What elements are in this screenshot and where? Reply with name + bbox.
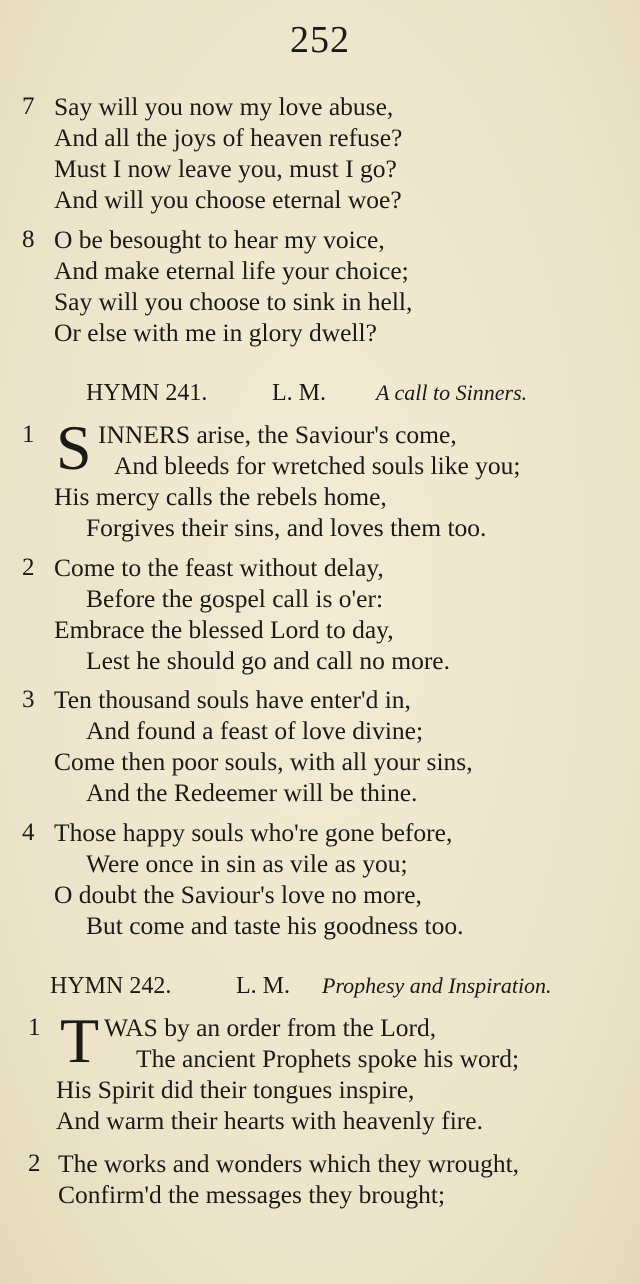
verse-line: Come to the feast without delay, (54, 553, 384, 582)
verse-line: Or else with me in glory dwell? (54, 318, 377, 347)
verse-line: Say will you now my love abuse, (54, 92, 394, 121)
stanza-number: 2 (28, 1150, 41, 1177)
verse-line: Must I now leave you, must I go? (54, 154, 397, 183)
drop-cap: T (60, 1005, 100, 1076)
verse-line: Come then poor souls, with all your sins, (54, 747, 473, 776)
stanza-number: 1 (28, 1014, 41, 1041)
hymn-caption: A call to Sinners. (376, 380, 528, 405)
hymn-label: HYMN 241. (86, 380, 208, 406)
verse-line: And will you choose eternal woe? (54, 185, 402, 214)
verse-line: And make eternal life your choice; (54, 256, 409, 285)
verse-line: And the Redeemer will be thine. (86, 778, 418, 807)
verse-line: The works and wonders which they wrought, (58, 1149, 520, 1178)
verse-line: The ancient Prophets spoke his word; (136, 1044, 520, 1073)
drop-cap: S (56, 412, 92, 483)
verse-line: Embrace the blessed Lord to day, (54, 615, 394, 644)
hymn-meter: L. M. (236, 973, 290, 999)
verse-line: Those happy souls who're gone before, (54, 818, 453, 847)
verse-line: Say will you choose to sink in hell, (54, 287, 413, 316)
page-number: 252 (290, 19, 350, 61)
hymn-242-heading (0, 971, 640, 1003)
verse-line: His Spirit did their tongues inspire, (56, 1075, 415, 1104)
verse-line: Ten thousand souls have enter'd in, (54, 685, 411, 714)
verse-line: Lest he should go and call no more. (86, 646, 450, 675)
verse-line: O be besought to hear my voice, (54, 225, 385, 254)
hymn-meter: L. M. (272, 380, 326, 406)
verse-line: Confirm'd the messages they brought; (58, 1180, 446, 1209)
stanza-number: 8 (22, 226, 35, 253)
hymn-241-heading (0, 378, 640, 410)
verse-line: INNERS arise, the Saviour's come, (98, 420, 457, 449)
stanza-number: 7 (22, 93, 35, 120)
stanza-number: 3 (22, 686, 35, 713)
hymn-label: HYMN 242. (50, 973, 172, 999)
verse-line: Forgives their sins, and loves them too. (86, 513, 487, 542)
verse-line: And all the joys of heaven refuse? (54, 123, 403, 152)
hymn-caption: Prophesy and Inspiration. (322, 973, 552, 998)
verse-line: And found a feast of love divine; (86, 716, 424, 745)
verse-line: And bleeds for wretched souls like you; (114, 451, 521, 480)
stanza-number: 2 (22, 554, 35, 581)
stanza-number: 1 (22, 421, 35, 448)
verse-line: Were once in sin as vile as you; (86, 849, 408, 878)
verse-line: His mercy calls the rebels home, (54, 482, 387, 511)
verse-line: But come and taste his goodness too. (86, 911, 464, 940)
verse-line: Before the gospel call is o'er: (86, 584, 384, 613)
verse-line: O doubt the Saviour's love no more, (54, 880, 422, 909)
stanza-number: 4 (22, 819, 35, 846)
verse-line: And warm their hearts with heavenly fire. (56, 1106, 483, 1135)
verse-line: WAS by an order from the Lord, (104, 1013, 437, 1042)
